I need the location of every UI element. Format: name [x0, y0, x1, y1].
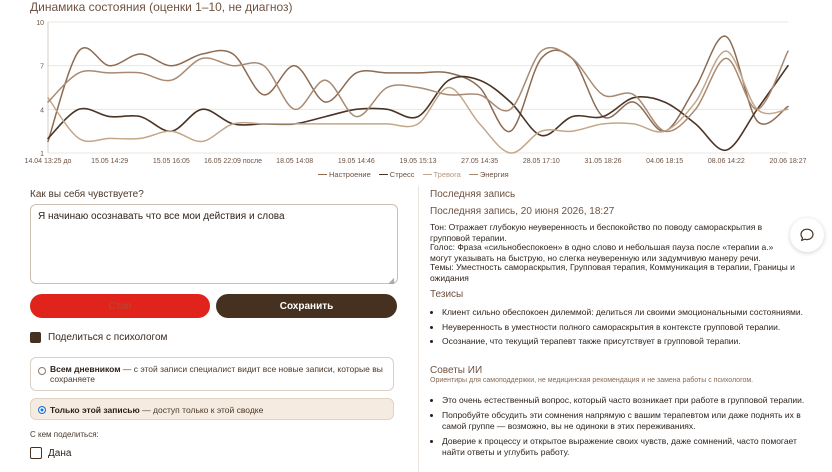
panel-divider — [418, 186, 419, 472]
legend-item-3[interactable] — [423, 170, 461, 179]
x-tick-label: 15.05 14:29 — [91, 158, 129, 165]
share-option-all-diary[interactable] — [30, 357, 394, 391]
chat-bubble-icon — [799, 227, 815, 243]
chart-title: Динамика состояния (оценки 1–10, не диагноз) — [30, 0, 293, 14]
entry-tone: Тон: Отражает глубокую неуверенность и беспокойство по поводу самораскрытия в групповой терапии. — [430, 222, 763, 243]
share-with-psychologist-toggle[interactable] — [30, 332, 167, 343]
theses-list — [430, 307, 808, 351]
entry-voice: Голос: Фраза «сильнобеспокоен» в одно слово и небольшая пауза после «терапии а.» могут указывать на быструю, но слегка неуверенную или задумчивую манеру речи. — [430, 242, 774, 263]
legend-label: Тревога — [433, 170, 461, 179]
list-item: • Неуверенность в уместности полного самораскрытия в контексте групповой терапии. — [442, 322, 808, 334]
share-label: Поделиться с психологом — [48, 332, 168, 343]
ai-tips-list — [430, 395, 808, 462]
y-tick-label: 1 — [40, 151, 44, 158]
list-item: • Клиент сильно обеспокоен дилеммой: делиться ли своими эмоциональными состояниями. — [442, 307, 808, 319]
legend-swatch — [379, 174, 388, 176]
list-item: • Попробуйте обсудить эти сомнения напрямую с вашим терапевтом или даже поднять их в самой группе — возможно, вы не одиноки в этих переживаниях. — [442, 410, 808, 433]
feeling-question: Как вы себя чувствуете? — [30, 189, 144, 200]
x-tick-label: 28.05 17:10 — [522, 158, 560, 165]
x-tick-label: 15.05 16:05 — [152, 158, 190, 165]
legend-swatch — [318, 174, 327, 176]
legend-item-4[interactable] — [469, 170, 509, 179]
legend-label: Настроение — [329, 170, 371, 179]
option-this-title: Только этой записью — [50, 405, 140, 415]
legend-label: Стресс — [389, 170, 415, 179]
stop-button[interactable]: Стоп — [30, 294, 210, 318]
checkbox-checked-icon[interactable] — [30, 332, 41, 343]
theses-heading: Тезисы — [430, 289, 464, 300]
ai-tips-disclaimer: Ориентиры для самоподдержки, не медицинская рекомендация и не замена работы с психологом. — [430, 377, 754, 384]
chat-button[interactable] — [790, 218, 824, 252]
legend-item-2[interactable] — [379, 170, 415, 179]
chart-legend — [318, 170, 509, 179]
x-tick-label: 04.06 18:15 — [646, 158, 684, 165]
legend-label: Энергия — [479, 170, 509, 179]
series-line-1 — [48, 36, 788, 141]
legend-item-1[interactable] — [318, 170, 371, 179]
last-entry-title: Последняя запись, 20 июня 2026, 18:27 — [430, 206, 615, 217]
share-with-whom-label: С кем поделиться: — [30, 430, 99, 439]
chart-lines — [48, 36, 788, 153]
share-option-this-entry[interactable] — [30, 398, 394, 420]
legend-swatch — [423, 174, 432, 176]
x-tick-label: 20.06 18:27 — [769, 158, 807, 165]
series-line-3 — [48, 51, 788, 153]
contact-dana-checkbox[interactable] — [30, 447, 71, 459]
ai-tips-heading: Советы ИИ — [430, 365, 483, 376]
x-tick-label: 31.05 18:26 — [584, 158, 622, 165]
list-item: • Доверие к процессу и открытое выражение своих чувств, даже сомнений, часто помогает найти ответы и углубить работу. — [442, 436, 808, 459]
last-entry-heading: Последняя запись — [430, 189, 516, 200]
x-tick-label: 08.06 14:22 — [707, 158, 745, 165]
mood-chart — [0, 14, 832, 170]
option-all-desc: — с этой записи специалист видит все новые записи, которые вы сохраняете — [50, 364, 383, 384]
option-this-desc: — доступ только к этой сводке — [139, 405, 264, 415]
list-item: • Осознание, что текущий терапевт также присутствует в групповой терапии. — [442, 336, 808, 348]
journal-panel — [30, 189, 398, 459]
list-item: • Это очень естественный вопрос, который часто возникает при работе в групповой терапии. — [442, 395, 808, 407]
x-tick-label: 14.04 13:25 до — [24, 158, 72, 165]
journal-textarea[interactable] — [30, 204, 398, 284]
chart-axes — [25, 20, 807, 165]
checkbox-unchecked-icon[interactable] — [30, 447, 42, 459]
y-tick-label: 7 — [40, 63, 44, 71]
save-button[interactable]: Сохранить — [216, 294, 397, 318]
radio-checked-icon[interactable] — [38, 406, 46, 414]
contact-name: Дана — [48, 447, 72, 459]
y-tick-label: 10 — [36, 20, 44, 27]
y-tick-label: 4 — [40, 107, 44, 115]
x-tick-label: 18.05 14:08 — [276, 158, 314, 165]
x-tick-label: 27.05 14:35 — [461, 158, 499, 165]
x-tick-label: 19.05 14:46 — [337, 158, 375, 165]
entry-topics: Темы: Уместность самораскрытия, Групповая терапия, Коммуникация в терапии, Границы и ожидания — [430, 262, 795, 283]
resize-handle-icon[interactable]: ◢ — [388, 276, 395, 285]
legend-swatch — [469, 174, 478, 176]
x-tick-label: 16.05 22:09 после — [203, 158, 263, 165]
radio-unchecked-icon[interactable] — [38, 367, 46, 375]
x-tick-label: 19.05 15:13 — [399, 158, 437, 165]
option-all-title: Всем дневником — [50, 364, 121, 374]
